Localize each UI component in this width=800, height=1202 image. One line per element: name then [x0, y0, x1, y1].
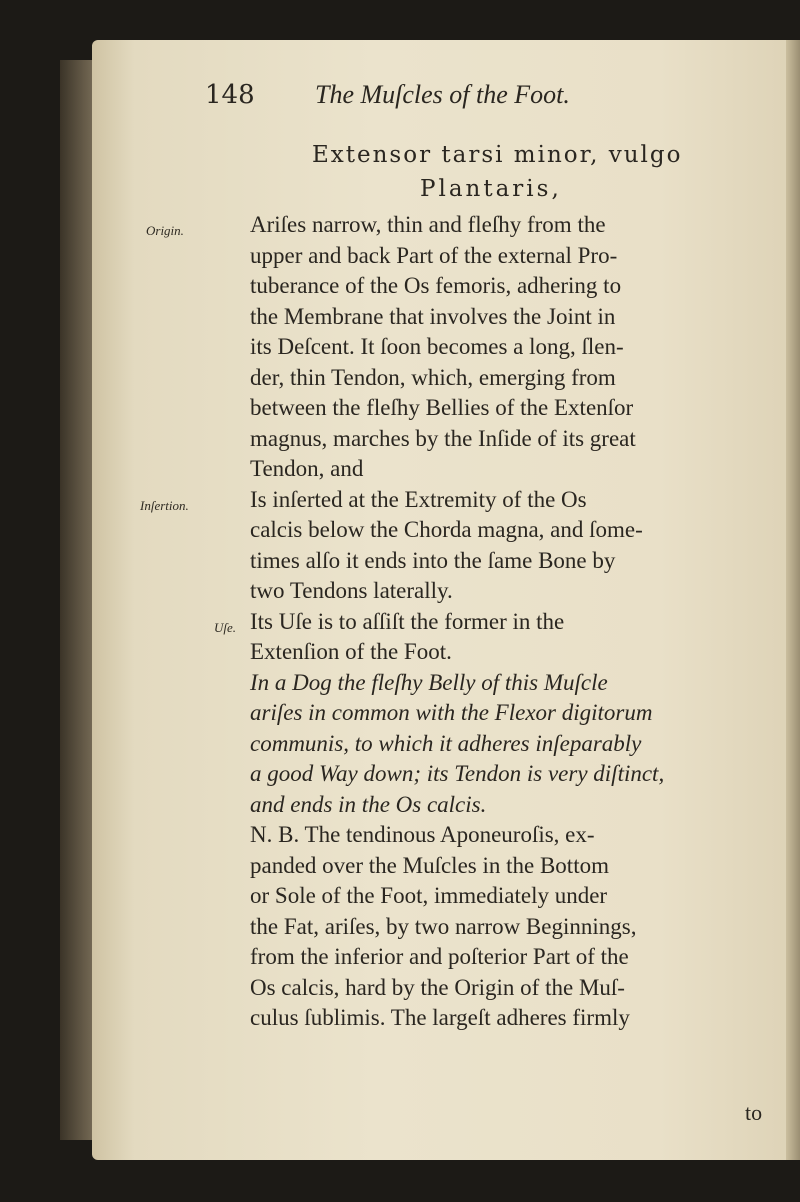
text-line: N. B. The tendinous Aponeuroſis, ex- — [250, 822, 595, 847]
text-line: Extenſion of the Foot. — [250, 639, 452, 664]
text-line: Os calcis, hard by the Origin of the Muſ- — [250, 974, 625, 1000]
text-line: calcis below the Chorda magna, and ſome- — [250, 517, 643, 542]
page-number: 148 — [205, 80, 255, 110]
text-line: Its Uſe is to aſſiſt the former in the — [250, 608, 565, 634]
running-header — [205, 80, 570, 110]
text-line: two Tendons laterally. — [250, 578, 453, 603]
catchword: to — [745, 1100, 763, 1125]
text-line: upper and back Part of the external Pro- — [250, 242, 618, 268]
text-line: times alſo it ends into the ſame Bone by — [250, 547, 616, 573]
margin-note-use: Uſe. — [214, 620, 237, 635]
text-line: culus ſublimis. The largeſt adheres firmly — [250, 1005, 630, 1030]
page-edge — [786, 40, 800, 1160]
text-line: magnus, marches by the Inſide of its great — [250, 425, 636, 451]
text-line: In a Dog the fleſhy Belly of this Muſcle — [250, 669, 608, 695]
margin-note-origin: Origin. — [146, 223, 184, 238]
text-line: from the inferior and poſterior Part of the — [250, 944, 629, 969]
text-line: its Deſcent. It ſoon becomes a long, ſlen- — [250, 334, 624, 359]
body-text — [250, 210, 772, 1034]
text-line: between the fleſhy Bellies of the Extenſor — [250, 395, 634, 420]
text-line: or Sole of the Foot, immediately under — [250, 883, 608, 908]
text-line: Is inſerted at the Extremity of the Os — [250, 486, 587, 512]
text-line: ariſes in common with the Flexor digitorum — [250, 700, 653, 725]
text-line: the Fat, ariſes, by two narrow Beginnings, — [250, 913, 637, 939]
text-line: the Membrane that involves the Joint in — [250, 303, 616, 329]
text-line: tuberance of the Os femoris, adhering to — [250, 273, 622, 298]
text-line: der, thin Tendon, which, emerging from — [250, 364, 616, 390]
text-line: panded over the Muſcles in the Bottom — [250, 852, 609, 878]
text-line: communis, to which it adheres inſeparably — [250, 730, 642, 756]
text-line: a good Way down; its Tendon is very diſtinct, — [250, 761, 665, 786]
text-line: Ariſes narrow, thin and fleſhy from the — [250, 212, 606, 237]
text-line: Tendon, and — [250, 456, 364, 481]
margin-note-insertion: Inſertion. — [140, 498, 189, 513]
section-title-line2: Plantaris, — [420, 176, 562, 202]
running-title: The Muſcles of the Foot. — [315, 80, 570, 109]
section-title-line1: Extensor tarsi minor, vulgo — [312, 142, 683, 168]
text-line: and ends in the Os calcis. — [250, 791, 487, 817]
